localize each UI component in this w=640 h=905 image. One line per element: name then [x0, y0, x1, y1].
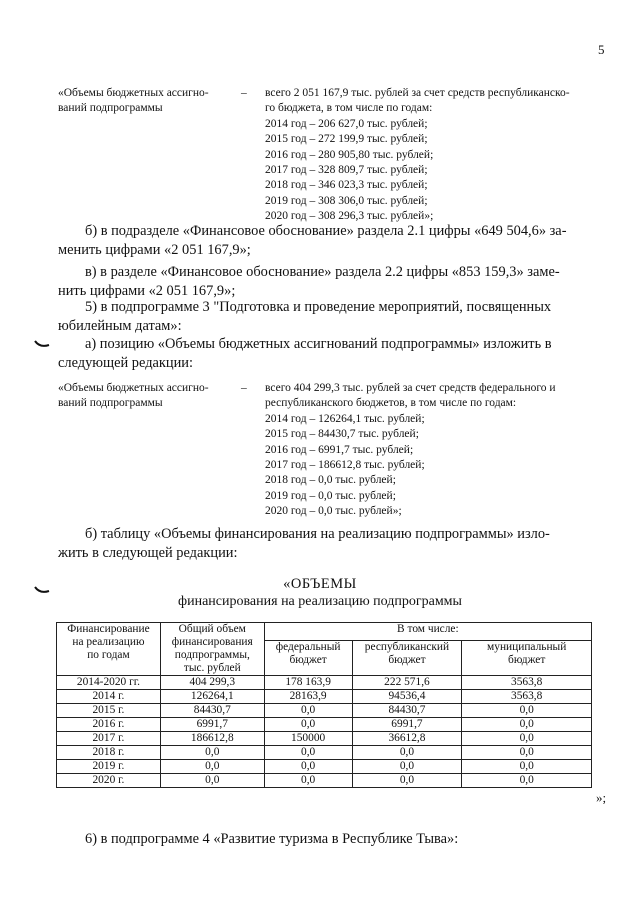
- table-cell: 178 163,9: [264, 676, 352, 690]
- table-cell: 2017 г.: [57, 732, 161, 746]
- table-row: [57, 732, 592, 746]
- table-cell: 2016 г.: [57, 718, 161, 732]
- table-cell: 2014 г.: [57, 690, 161, 704]
- allocation-line: 2019 год – 308 306,0 тыс. рублей;: [265, 194, 428, 207]
- paragraph-b1: б) в подразделе «Финансовое обоснование» раздела 2.1 цифры «649 504,6» за-: [85, 223, 567, 239]
- table-cell: 2019 г.: [57, 760, 161, 774]
- table-cell: 28163,9: [264, 690, 352, 704]
- header-republican-budget: республиканский бюджет: [352, 641, 462, 676]
- table-cell: 2014-2020 гг.: [57, 676, 161, 690]
- label-line: «Объемы бюджетных ассигно-: [58, 382, 209, 394]
- allocation-line: республиканского бюджетов, в том числе по годам:: [265, 397, 517, 410]
- allocation-line: 2014 год – 206 627,0 тыс. рублей;: [265, 117, 428, 130]
- allocation-line: всего 404 299,3 тыс. рублей за счет средств федерального и: [265, 382, 556, 394]
- paragraph-5: 5) в подпрограмме 3 "Подготовка и проведение мероприятий, посвященных: [85, 299, 552, 315]
- table-cell: 186612,8: [160, 732, 264, 746]
- table-cell: 0,0: [264, 704, 352, 718]
- table-cell: 6991,7: [160, 718, 264, 732]
- table-cell: 0,0: [264, 746, 352, 760]
- paragraph-v: в) в разделе «Финансовое обоснование» раздела 2.2 цифры «853 159,3» заме-: [85, 264, 560, 280]
- table-cell: 404 299,3: [160, 676, 264, 690]
- table-row: [57, 718, 592, 732]
- table-cell: 84430,7: [352, 704, 462, 718]
- table-row: [57, 690, 592, 704]
- table-cell: 150000: [264, 732, 352, 746]
- allocation-line: 2015 год – 272 199,9 тыс. рублей;: [265, 133, 428, 146]
- table-cell: 6991,7: [352, 718, 462, 732]
- allocation-line: 2018 год – 0,0 тыс. рублей;: [265, 474, 396, 487]
- paragraph-b1-cont: менить цифрами «2 051 167,9»;: [58, 242, 251, 258]
- table-cell: 2018 г.: [57, 746, 161, 760]
- header-including: В том числе:: [264, 623, 591, 641]
- allocation-label: [58, 86, 230, 117]
- paragraph-a: а) позицию «Объемы бюджетных ассигнований подпрограммы» изложить в: [85, 336, 552, 352]
- table-cell: 3563,8: [462, 676, 592, 690]
- header-financing-by-years: Финансирование на реализацию по годам: [57, 623, 161, 676]
- table-cell: 94536,4: [352, 690, 462, 704]
- table-cell: 3563,8: [462, 690, 592, 704]
- header-municipal-budget: муниципальный бюджет: [462, 641, 592, 676]
- table-row: [57, 676, 592, 690]
- allocation-line: 2017 год – 328 809,7 тыс. рублей;: [265, 164, 428, 177]
- table-cell: 2020 г.: [57, 774, 161, 788]
- table-cell: 0,0: [462, 746, 592, 760]
- allocation-line: всего 2 051 167,9 тыс. рублей за счет средств республиканско-: [265, 87, 570, 99]
- paragraph-6: 6) в подпрограмме 4 «Развитие туризма в Республике Тыва»:: [85, 831, 459, 847]
- allocation-line: 2016 год – 280 905,80 тыс. рублей;: [265, 148, 434, 161]
- allocation-line: 2019 год – 0,0 тыс. рублей;: [265, 489, 396, 502]
- table-cell: 0,0: [160, 746, 264, 760]
- table-cell: 0,0: [462, 704, 592, 718]
- paragraph-b2: б) таблицу «Объемы финансирования на реализацию подпрограммы» изло-: [85, 526, 550, 542]
- table-row: [57, 774, 592, 788]
- handwritten-tick-mark: [34, 336, 50, 354]
- label-line: ваний подпрограммы: [58, 102, 163, 115]
- allocation-line: 2015 год – 84430,7 тыс. рублей;: [265, 428, 419, 441]
- dash: –: [241, 87, 247, 99]
- header-total-volume: Общий объем финансирования подпрограммы, тыс. рублей: [160, 623, 264, 676]
- table-cell: 0,0: [264, 718, 352, 732]
- dash: –: [241, 382, 247, 394]
- table-cell: 222 571,6: [352, 676, 462, 690]
- table-title: «ОБЪЕМЫ: [283, 576, 357, 592]
- table-cell: 0,0: [352, 746, 462, 760]
- allocation-text: [265, 381, 618, 520]
- table-cell: 0,0: [160, 760, 264, 774]
- table-cell: 0,0: [462, 718, 592, 732]
- paragraph-v-cont: нить цифрами «2 051 167,9»;: [58, 283, 236, 299]
- table-row: [57, 746, 592, 760]
- paragraph-a-cont: следующей редакции:: [58, 355, 193, 371]
- allocation-line: 2014 год – 126264,1 тыс. рублей;: [265, 412, 425, 425]
- table-cell: 0,0: [160, 774, 264, 788]
- header-federal-budget: федеральный бюджет: [264, 641, 352, 676]
- table-cell: 0,0: [462, 760, 592, 774]
- table-closing-quote: »;: [596, 790, 607, 805]
- table-cell: 0,0: [352, 774, 462, 788]
- table-subtitle: финансирования на реализацию подпрограммы: [178, 594, 462, 609]
- allocation-line: 2016 год – 6991,7 тыс. рублей;: [265, 443, 414, 456]
- paragraph-b2-cont: жить в следующей редакции:: [58, 545, 238, 561]
- table-cell: 36612,8: [352, 732, 462, 746]
- table-cell: 0,0: [264, 774, 352, 788]
- allocation-text: [265, 86, 618, 225]
- allocation-label: [58, 381, 230, 412]
- paragraph-5-cont: юбилейным датам»:: [58, 318, 182, 334]
- allocation-line: 2017 год – 186612,8 тыс. рублей;: [265, 459, 425, 472]
- allocation-line: 2020 год – 308 296,3 тыс. рублей»;: [265, 210, 434, 223]
- table-cell: 126264,1: [160, 690, 264, 704]
- financing-table: [56, 622, 592, 788]
- table-cell: 0,0: [264, 760, 352, 774]
- allocation-line: го бюджета, в том числе по годам:: [265, 102, 433, 115]
- table-cell: 84430,7: [160, 704, 264, 718]
- label-line: «Объемы бюджетных ассигно-: [58, 87, 209, 99]
- table-cell: 0,0: [352, 760, 462, 774]
- table-cell: 0,0: [462, 774, 592, 788]
- allocation-line: 2020 год – 0,0 тыс. рублей»;: [265, 505, 402, 518]
- table-row: [57, 704, 592, 718]
- table-row: [57, 760, 592, 774]
- allocation-line: 2018 год – 346 023,3 тыс. рублей;: [265, 179, 428, 192]
- label-line: ваний подпрограммы: [58, 397, 163, 410]
- table-cell: 0,0: [462, 732, 592, 746]
- page-number: 5: [598, 42, 605, 57]
- table-cell: 2015 г.: [57, 704, 161, 718]
